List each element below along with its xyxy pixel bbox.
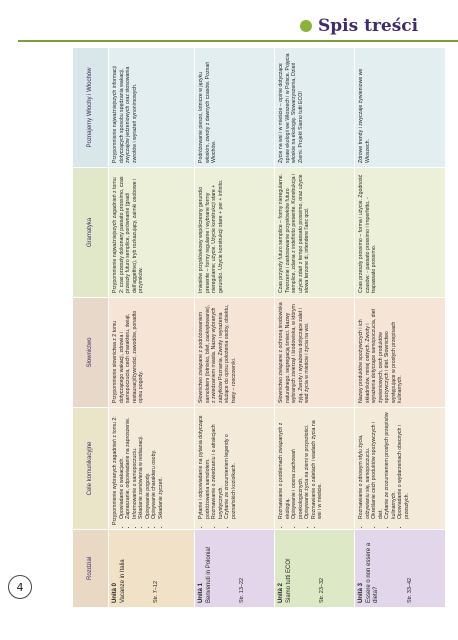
culture-cell: Przypomnienie najważniejszych informacji dotyczących sposobu spędzania wakacji, zwyczajów jedzeniowych oraz stosowania zwrotów i wyrażeń synonimowych.: [109, 48, 195, 168]
list-item: • Rozmawianie o zdrowym stylu życia, odżywianiu się, samopoczuciu.: [358, 412, 371, 519]
unit-cell: [195, 530, 275, 608]
communication-cell: [355, 408, 446, 530]
list-item: • Pytanie i odpowiadanie na pytania dotyczące podróżowania samolotem.: [198, 412, 211, 519]
unit-cell: [275, 530, 355, 608]
communication-cell: [109, 408, 195, 530]
unit-title: Vacanze in Italia: [119, 559, 126, 603]
list-item: • Czytanie ze zrozumieniem legendy o poznańskich koziołkach.: [224, 412, 237, 519]
unit-title: Essere o non essere a dieta?: [365, 542, 380, 603]
unit-title: Benvenuti in Polonia!: [205, 546, 212, 603]
list-item: • Opowiadanie o wakacjach.: [119, 412, 126, 519]
title-bullet-icon: [300, 20, 312, 32]
list-item: • Opowiadanie o wydarzeniach obecnych i przeszłych.: [397, 412, 410, 519]
culture-cell: Zdrowe trendy i zwyczaje żywieniowe we Włoszech.: [355, 48, 446, 168]
title-underline: [18, 40, 458, 42]
contents-table-wrapper: [72, 48, 446, 608]
list-item: • Opisywanie życia na ziemi w przyszłości.: [304, 412, 311, 519]
unit-cell: [355, 530, 446, 608]
list-item: • Opisywanie pogody.: [145, 412, 152, 519]
list-item: • Opisywanie i ocena zachowań proekologicznych.: [291, 412, 304, 519]
unit-pages: Str. 7–12: [153, 580, 159, 603]
list-item: • Rozmawianie o zwiedzaniu i o atrakcjach turystycznych.: [211, 412, 224, 519]
unit-name: Unità 2: [278, 582, 285, 603]
table-row: [275, 48, 355, 608]
grammar-cell: Czas przeszły prossimo – forma i użycie. Zgodność czasów: - passato prossimo i imperfetto, - trapassato prossimo.: [355, 168, 446, 298]
list-item: • Określanie cech produktów spożywczych i diet.: [371, 412, 384, 519]
list-item: • Rozmawianie o zaletach i wadach życia na wsi i w mieście.: [311, 412, 324, 519]
list-item: • Składanie życzeń.: [158, 412, 165, 519]
grammar-cell: Czas przyszły futuro semplice – formy nieregularne. Tworzenie i zastosowanie przysłówków futuro semplice, zdania z indefinito presente. Konstrukcja i użycie zdań z tempo passato prossimo, oraz użycie słowa terzone di, intendere l'anc qcd.: [275, 168, 355, 298]
communication-cell: [195, 408, 275, 530]
vocabulary-cell: Nazwy produktów spożywczych i ich składników, mniej ostrych. Zwroty i wyrażenia dotyczące samopoczucia, diet żywieniowych, cech produktów spożywczych i diet. Słownictwo występujące w prostych przepisach kulinarnych.: [355, 298, 446, 408]
culture-cell: Życie na wsi i w mieście – opinie dotyczące spraw ekologii we Włoszech i w Polsce. Pojęcia włoskie na ekologię. Stowarzyszenia, Dzień Ziemi. Projekt Siamo tutti ECO!: [275, 48, 355, 168]
unit-title: Siamo tutti ECO!: [285, 558, 292, 603]
list-item: • Zapraszanie, odpowiadanie na zaproszenie.: [125, 412, 132, 519]
grammar-cell: Przypomnienie najważniejszych zagadnień z tomu 2: czas przeszły dokonany passato prossimo, czas przeszły futuro semplice, porównanie (gradi dell'aggettivo), tryb rozkazujący, zaimki osobowe i przyimków.: [109, 168, 195, 298]
communication-cell: [275, 408, 355, 530]
unit-pages: Str. 13–22: [239, 577, 246, 603]
list-item: • Informowanie o samopoczuciu.: [132, 412, 139, 519]
unit-name: Unità 3: [358, 582, 365, 603]
page-title: Spis treści: [318, 16, 419, 36]
table-row: [355, 48, 446, 608]
page-number: 4: [8, 575, 32, 599]
unit-cell: [109, 530, 195, 608]
list-item: • Rozmawianie o problemach związanych z ekologią.: [278, 412, 291, 519]
vocabulary-cell: Słownictwo związane z ochroną środowiska naturalnego, segregacją śmieci. Nazwy wybranych zwierząt i środowiska, w którym żyją. Zwroty i wyrażenia dotyczące zalet i wad życia w mieście i życia na wsi.: [275, 298, 355, 408]
unit-pages: Str. 33–42: [406, 577, 413, 603]
list-item: • Opisywanie charakteru osoby.: [151, 412, 158, 519]
column-header-grammar: Gramatyka: [73, 168, 109, 298]
grammar-cell: Imiesłów przysłówkowy współczesny gerundio presente – formy regularne i wybrane formy nieregularne; użycie. Użycie konstrukcji stare + gerundio. Użycie konstrukcji stare + per + infinito.: [195, 168, 275, 298]
column-header-communication: Cele komunikacyjne: [73, 408, 109, 530]
column-header-unit: Rozdział: [73, 530, 109, 608]
unit-name: Unità 1: [198, 582, 205, 603]
table-row: [195, 48, 275, 608]
list-item: • Czytanie ze zrozumieniem prostych przepisów kulinarnych.: [384, 412, 397, 519]
table-row: [109, 48, 195, 608]
vocabulary-cell: Słownictwo związane z podróżowaniem samolotem (lotnisko, bilet, zaokrętowanie), z zwiedzaniem miasta. Nazwy wybranych zabytków Poznania. Zwroty i wyrażenia służące do opisu położenia osoby, obiektu, trasy – rzeczowniki.: [195, 298, 275, 408]
contents-table: [72, 47, 446, 608]
vocabulary-cell: Przypomnienie słownictwa z 2 tomu dotyczącego wakacji, zdrowia i samopoczucia, cech charakteru, świąt, restauracji/żywności, zawodów, ponadto opisu pogody.: [109, 298, 195, 408]
unit-name: Unità 0: [112, 582, 118, 603]
column-header-vocabulary: Słownictwo: [73, 298, 109, 408]
communication-intro: Przypomnienie wybranych zagadnień z tomu 2:: [112, 416, 118, 525]
list-item: • Składanie zamówienia w restauracji.: [138, 412, 145, 519]
unit-pages: Str. 23–32: [319, 577, 326, 603]
column-header-culture: Poznajemy Włochy i Włochów: [73, 48, 109, 168]
culture-cell: Podróżowanie pieszo, lotnicze w języku włoskim, zwroty z dawnych czasów. Poznań Włochów.: [195, 48, 275, 168]
